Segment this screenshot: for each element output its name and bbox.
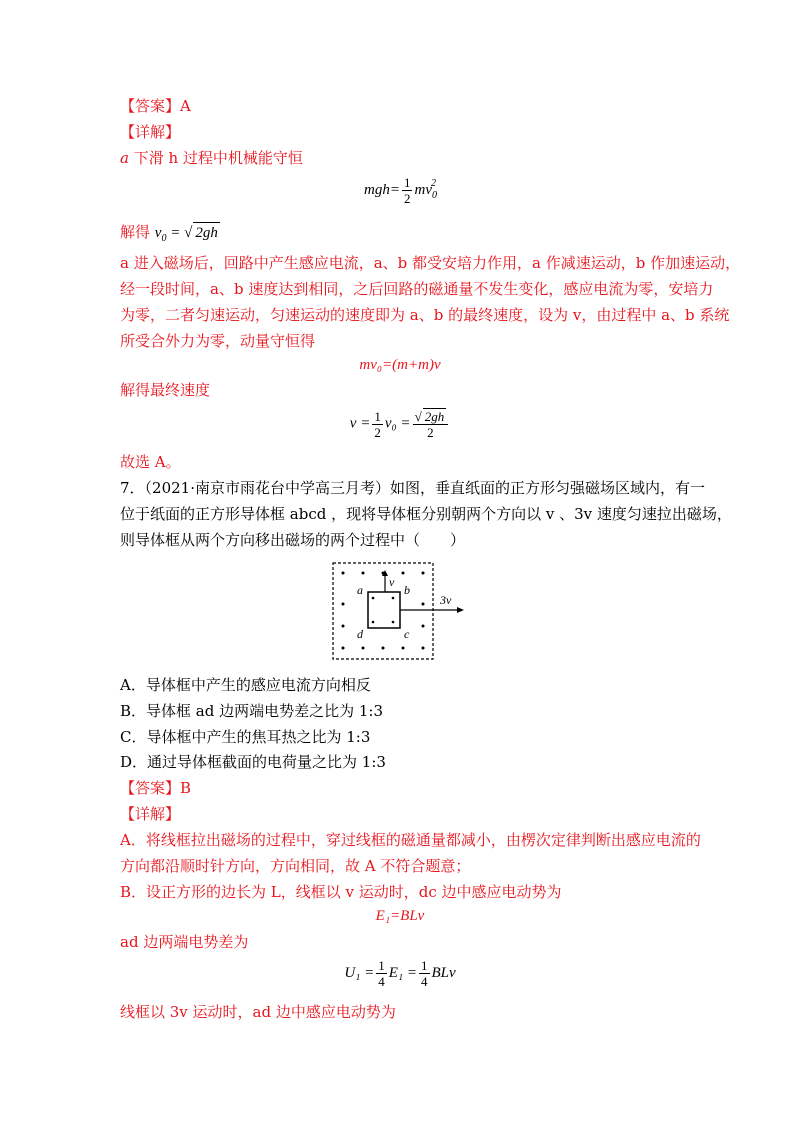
option-c: C．导体框中产生的焦耳热之比为 1:3 [120,728,371,746]
slide-line: a 下滑 h 过程中机械能守恒 [120,149,303,167]
label-v: v [389,575,395,589]
magnetic-field-figure [330,560,470,664]
detail-label-2: 【详解】 [120,805,181,823]
para-line-1: a 进入磁场后，回路中产生感应电流，a、b 都受安培力作用，a 作减速运动，b 作加速运动， [120,254,741,272]
label-d: d [357,627,363,641]
equation-momentum: mv₀=(m+m)v [359,357,441,373]
answer-label-2: 【答案】B [120,779,192,797]
label-3v: 3v [440,593,452,607]
label-b: b [404,583,410,597]
q7-line-2: 位于纸面的正方形导体框 abcd ，现将导体框分别朝两个方向以 v 、3v 速度匀速拉出磁场， [120,505,732,523]
equation-emf: E₁=BLv [375,908,425,924]
explain-a-line-2: 方向都沿顺时针方向，方向相同，故 A 不符合题意； [120,857,471,875]
para-line-2: 经一段时间，a、b 速度达到相同，之后回路的磁通量不发生变化，感应电流为零，安培力 [120,280,714,298]
equation-energy: mgh= $\frac{1}{2}$ $mv_0^2$ [364,175,437,207]
label-a: a [357,583,363,597]
option-a: A．导体框中产生的感应电流方向相反 [120,676,371,694]
label-c: c [404,627,410,641]
equation-potential: U₁ = $\frac{1}{4}$ E₁ = $\frac{1}{4}$ BLv [344,958,456,989]
q7-line-3: 则导体框从两个方向移出磁场的两个过程中（ ） [120,531,466,549]
explain-b: B．设正方形的边长为 L，线框以 v 运动时，dc 边中感应电动势为 [120,883,562,901]
final-speed-label: 解得最终速度 [120,381,211,399]
solve-v0: 解得 $v_0$ = √ 2gh [120,223,218,244]
last-line: 线框以 3v 运动时，ad 边中感应电动势为 [120,1003,396,1021]
choose-answer-1: 故选 A。 [120,453,181,471]
explain-a-line-1: A．将线框拉出磁场的过程中，穿过线框的磁通量都减小，由楞次定律判断出感应电流的 [120,831,701,849]
option-b: B．导体框 ad 边两端电势差之比为 1:3 [120,702,384,720]
option-d: D．通过导体框截面的电荷量之比为 1:3 [120,753,386,771]
q7-line-1: 7．（2021·南京市雨花台中学高三月考）如图，垂直纸面的正方形匀强磁场区域内，有一 [120,479,705,497]
answer-label-1: 【答案】A [120,97,191,115]
para-line-3: 为零，二者匀速运动，匀速运动的速度即为 a、b 的最终速度，设为 v，由过程中 a、b 系统 [120,306,730,324]
para-line-4: 所受合外力为零，动量守恒得 [120,332,316,350]
ad-diff-label: ad 边两端电势差为 [120,933,249,951]
detail-label-1: 【详解】 [120,123,181,141]
equation-final-speed: v = $\frac{1}{2}$ v₀ = $\frac{√ 2gh}{2}$ [0,408,800,440]
